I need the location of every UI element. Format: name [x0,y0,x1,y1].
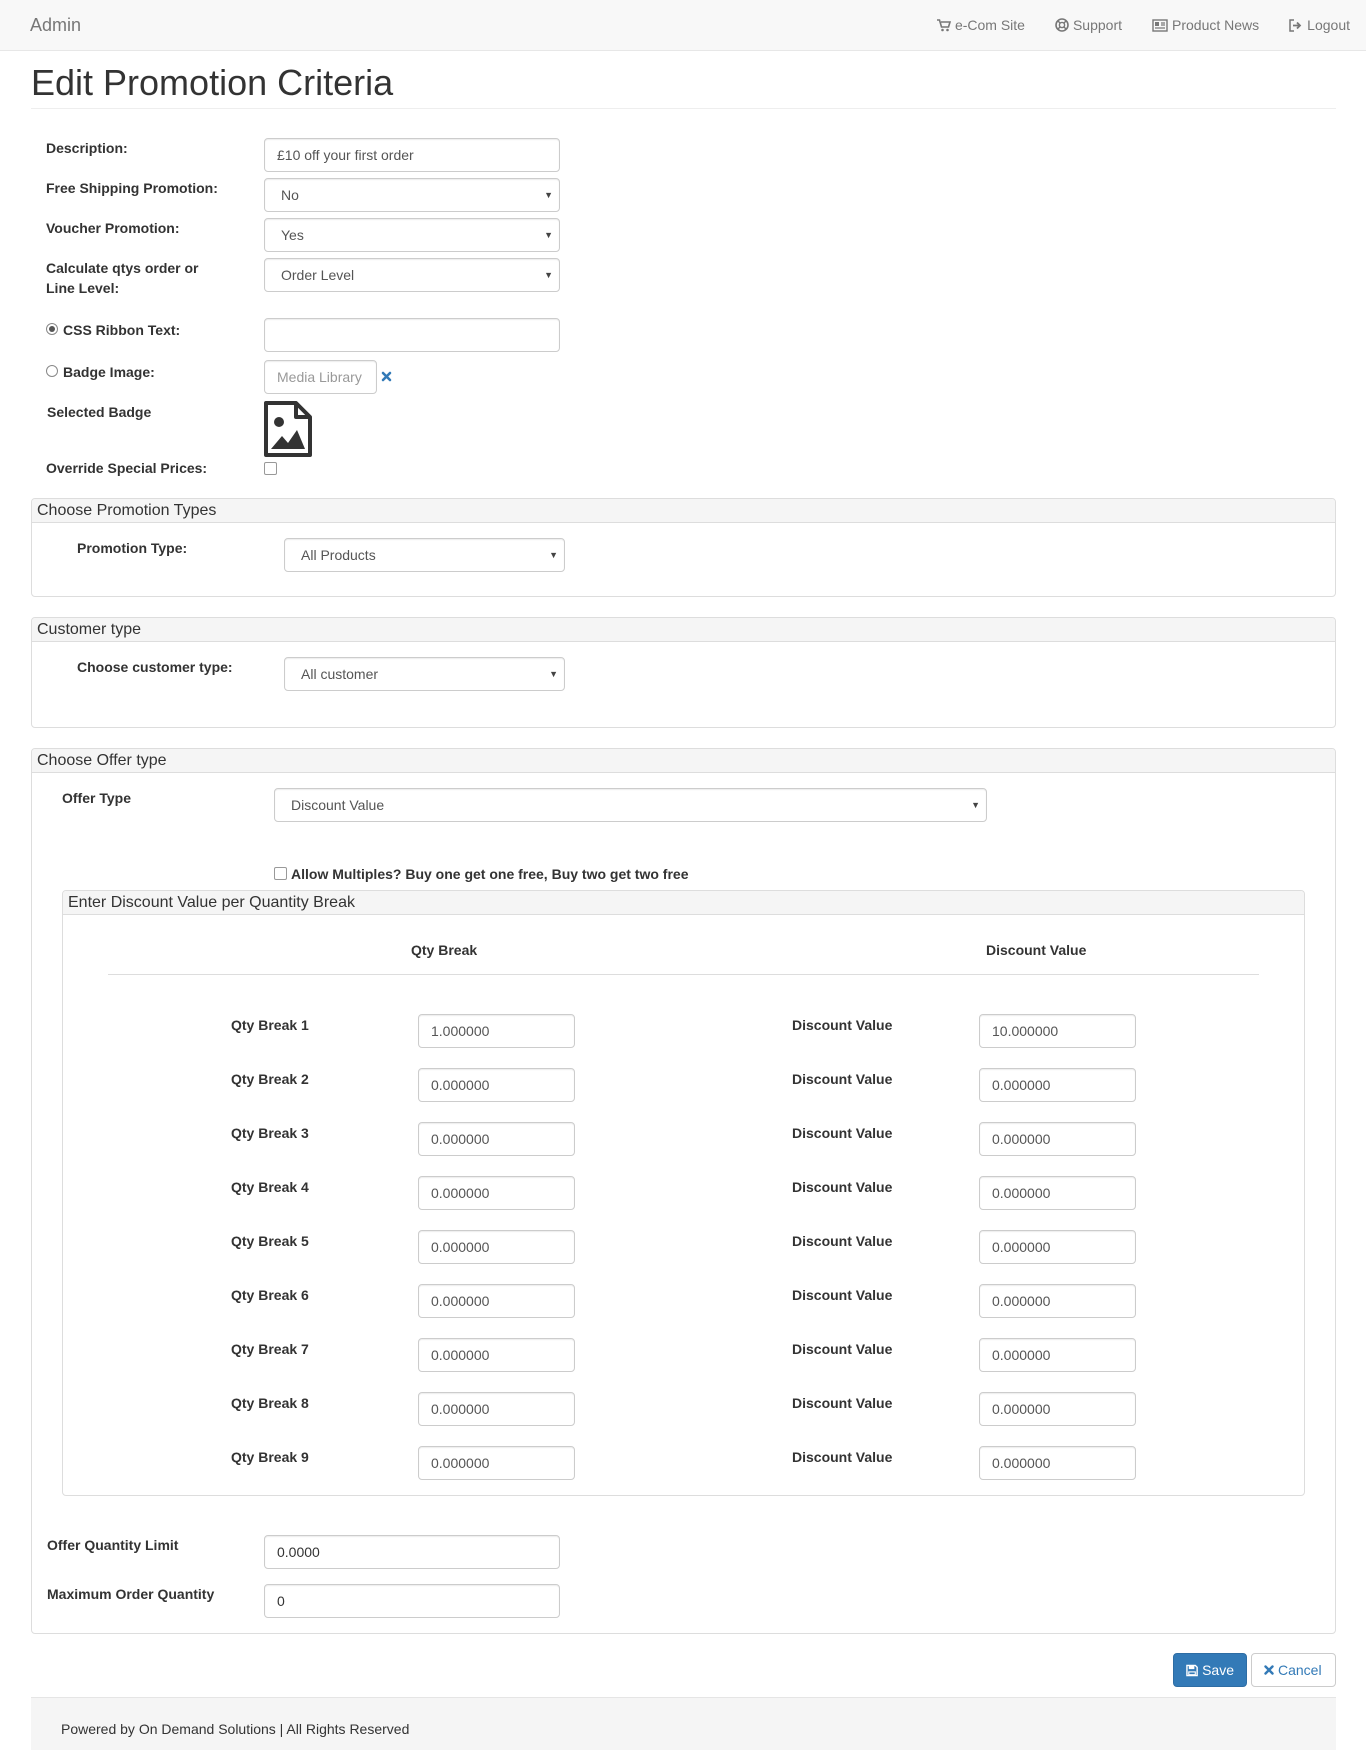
calc-level-label [46,258,199,298]
floppy-disk-icon [1186,1664,1198,1677]
nav-product-news[interactable] [1152,17,1259,33]
promotion-types-panel [31,498,1336,597]
discount-value-input[interactable]: 0.000000 [979,1446,1136,1480]
badge-image-label: Badge Image: [63,364,155,380]
qty-break-label: Qty Break 8 [231,1395,309,1411]
free-shipping-label: Free Shipping Promotion: [46,180,218,196]
discount-value-input[interactable]: 0.000000 [979,1230,1136,1264]
offer-type-value: Discount Value [291,797,385,813]
qty-break-input[interactable]: 0.000000 [418,1284,575,1318]
offer-type-select[interactable] [274,788,987,822]
discount-value-label: Discount Value [792,1179,893,1195]
promotion-type-label: Promotion Type: [77,540,188,556]
max-order-quantity-label: Maximum Order Quantity [47,1586,215,1602]
qty-break-label: Qty Break 5 [231,1233,309,1249]
qty-break-input[interactable]: 0.000000 [418,1392,575,1426]
qty-break-input[interactable]: 0.000000 [418,1122,575,1156]
allow-multiples-checkbox[interactable] [274,867,287,880]
nav-support-label: Support [1072,17,1123,33]
calc-level-select[interactable] [264,258,560,292]
qty-break-input[interactable]: 0.000000 [418,1446,575,1480]
qty-break-label: Qty Break 6 [231,1287,309,1303]
discount-value-label: Discount Value [792,1233,893,1249]
discount-value-label: Discount Value [792,1341,893,1357]
calc-level-label-line1: Calculate qtys order or [46,260,199,276]
qty-break-input[interactable]: 0.000000 [418,1230,575,1264]
promotion-type-select[interactable] [284,538,565,572]
nav-links [907,17,1350,33]
image-placeholder-icon [263,400,313,458]
top-navbar [0,0,1366,51]
discount-value-label: Discount Value [792,1287,893,1303]
qty-break-label: Qty Break 2 [231,1071,309,1087]
qty-break-label: Qty Break 1 [231,1017,309,1033]
max-order-quantity-input[interactable]: 0 [264,1584,560,1618]
qty-break-input[interactable]: 0.000000 [418,1338,575,1372]
discount-value-label: Discount Value [792,1449,893,1465]
title-divider [31,108,1336,109]
calc-level-label-line2: Line Level: [46,280,120,296]
newspaper-icon [1152,19,1168,32]
page-footer [31,1697,1336,1750]
discount-value-input[interactable]: 0.000000 [979,1392,1136,1426]
footer-text: Powered by On Demand Solutions | All Rights Reserved [61,1721,410,1737]
cancel-button-label: Cancel [1278,1662,1322,1678]
description-label: Description: [46,140,128,156]
qty-break-label: Qty Break 9 [231,1449,309,1465]
qty-break-label: Qty Break 4 [231,1179,309,1195]
table-header-divider [108,974,1259,975]
free-shipping-value: No [281,187,299,203]
col-header-qty-break: Qty Break [411,942,478,958]
chevron-down-icon: ▼ [544,230,553,240]
css-ribbon-input[interactable] [264,318,560,352]
chevron-down-icon: ▼ [549,550,558,560]
cancel-button[interactable] [1251,1653,1336,1687]
offer-type-label: Offer Type [62,790,131,806]
clear-badge-icon[interactable] [381,371,392,382]
life-ring-icon [1055,18,1069,32]
promotion-types-heading: Choose Promotion Types [32,499,1335,523]
qty-break-label: Qty Break 7 [231,1341,309,1357]
nav-ecom-site-label: e-Com Site [954,17,1025,33]
voucher-select[interactable] [264,218,560,252]
nav-support[interactable] [1055,17,1122,33]
discount-value-input[interactable]: 0.000000 [979,1176,1136,1210]
qty-break-label: Qty Break 3 [231,1125,309,1141]
brand-link[interactable]: Admin [30,15,82,35]
offer-type-heading: Choose Offer type [32,749,1335,773]
allow-multiples-label: Allow Multiples? Buy one get one free, Buy two get two free [291,866,689,882]
discount-value-label: Discount Value [792,1125,893,1141]
nav-ecom-site[interactable] [937,17,1025,33]
customer-type-value: All customer [301,666,379,682]
chevron-down-icon: ▼ [544,190,553,200]
nav-logout-label: Logout [1307,17,1350,33]
customer-type-heading: Customer type [32,618,1335,642]
shopping-cart-icon [937,19,951,32]
css-ribbon-label: CSS Ribbon Text: [63,322,181,338]
logout-icon [1289,19,1303,32]
chevron-down-icon: ▼ [544,270,553,280]
override-special-label: Override Special Prices: [46,460,208,476]
customer-type-label: Choose customer type: [77,659,233,675]
save-button-label: Save [1202,1662,1234,1678]
qty-break-input[interactable]: 0.000000 [418,1068,575,1102]
discount-value-input[interactable]: 0.000000 [979,1284,1136,1318]
offer-quantity-limit-label: Offer Quantity Limit [47,1537,179,1553]
discount-value-input[interactable]: 0.000000 [979,1068,1136,1102]
media-library-input[interactable]: Media Library [264,360,377,394]
voucher-value: Yes [281,227,304,243]
qty-break-input[interactable]: 0.000000 [418,1176,575,1210]
discount-value-input[interactable]: 0.000000 [979,1122,1136,1156]
chevron-down-icon: ▼ [549,669,558,679]
page-title: Edit Promotion Criteria [31,62,394,103]
discount-value-label: Discount Value [792,1017,893,1033]
discount-value-input[interactable]: 0.000000 [979,1338,1136,1372]
save-button[interactable] [1173,1653,1247,1687]
override-special-checkbox[interactable] [264,462,277,475]
offer-quantity-limit-input[interactable]: 0.0000 [264,1535,560,1569]
description-input[interactable]: £10 off your first order [264,138,560,172]
selected-badge-label: Selected Badge [47,404,152,420]
discount-value-label: Discount Value [792,1071,893,1087]
free-shipping-select[interactable] [264,178,560,212]
qty-break-input[interactable]: 1.000000 [418,1014,575,1048]
css-ribbon-radio[interactable] [46,323,58,335]
promotion-type-value: All Products [301,547,376,563]
chevron-down-icon: ▼ [971,800,980,810]
customer-type-select[interactable] [284,657,565,691]
calc-level-value: Order Level [281,267,355,283]
nav-product-news-label: Product News [1172,17,1260,33]
discount-value-label: Discount Value [792,1395,893,1411]
badge-image-radio[interactable] [46,365,58,377]
nav-logout[interactable] [1289,17,1350,33]
close-icon [1264,1665,1274,1675]
voucher-label: Voucher Promotion: [46,220,180,236]
quantity-breaks-heading: Enter Discount Value per Quantity Break [63,891,1304,915]
col-header-discount-value: Discount Value [986,942,1087,958]
discount-value-input[interactable]: 10.000000 [979,1014,1136,1048]
